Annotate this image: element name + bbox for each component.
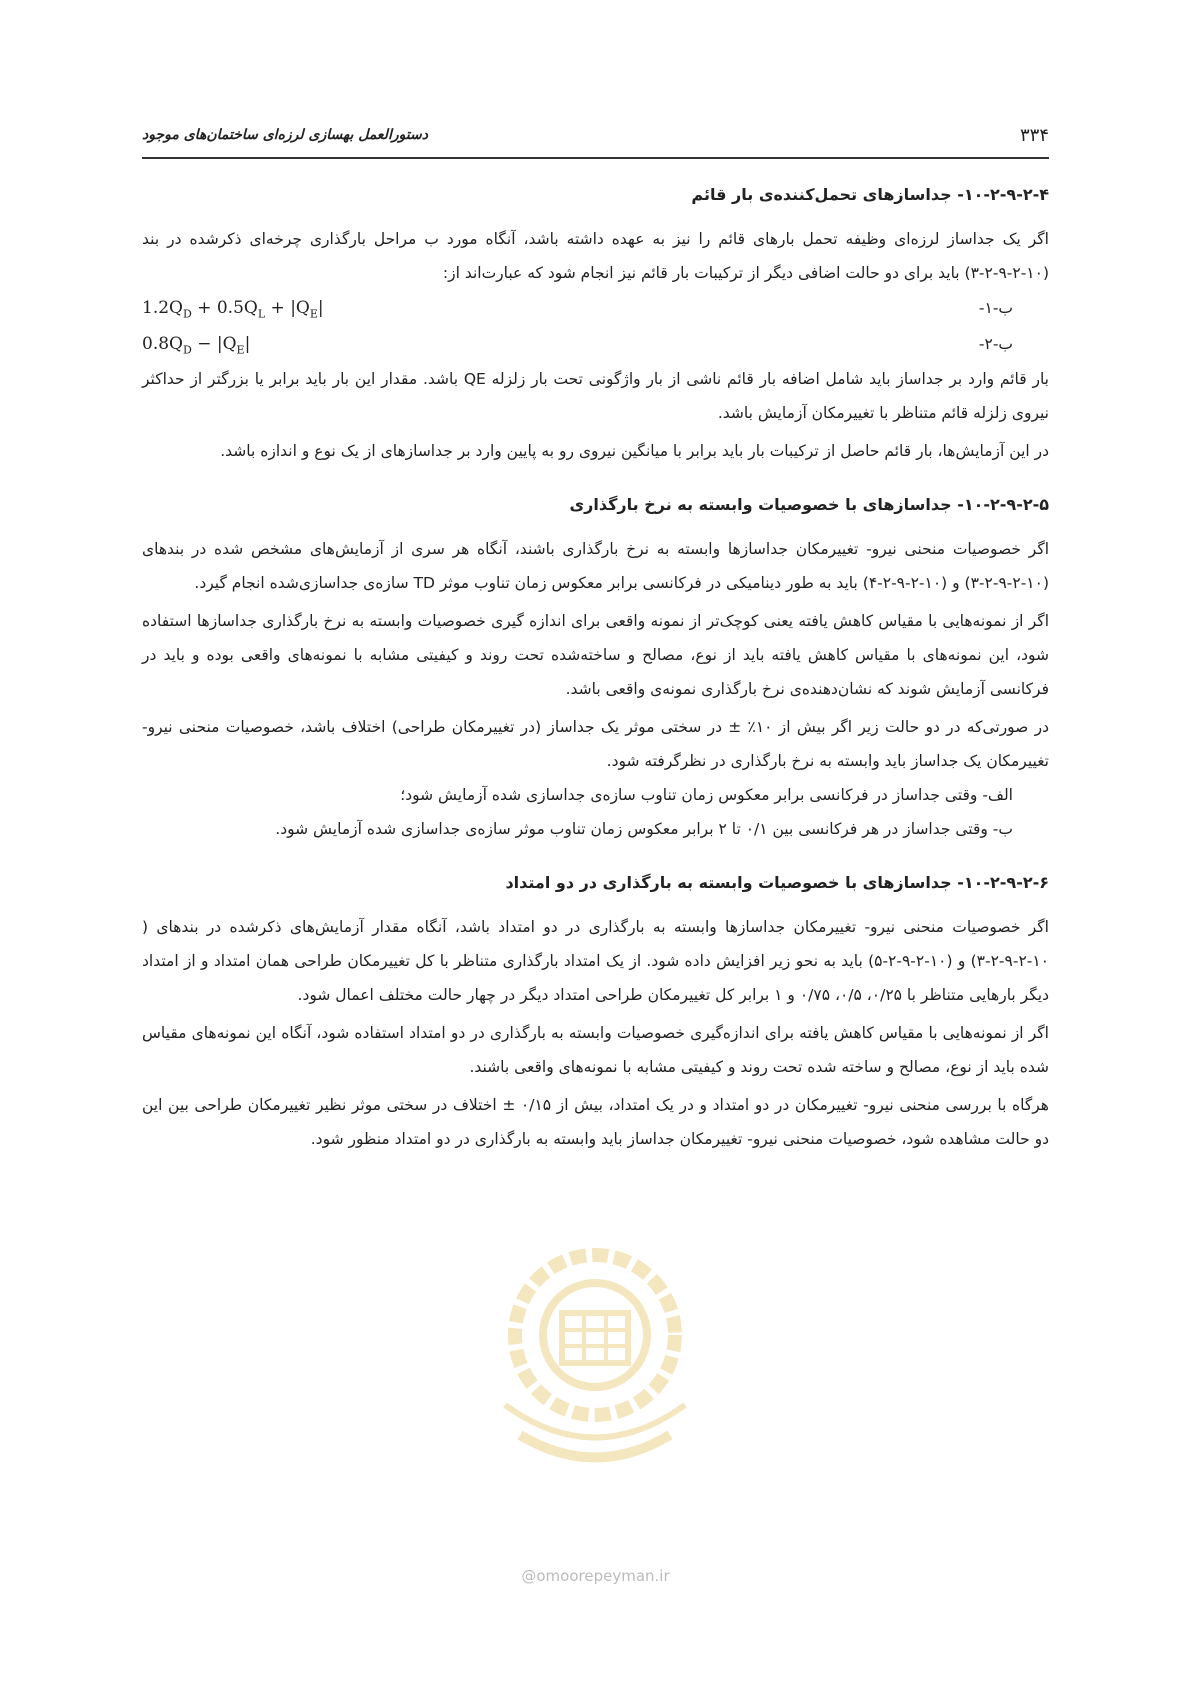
equation-formula: $1.2Q_D + 0.5Q_L + |Q_E|$ xyxy=(142,298,324,321)
equation-formula: $0.8Q_D - |Q_E|$ xyxy=(142,334,251,357)
equation-label: ب-۱- xyxy=(978,299,1013,317)
list-item: الف- وقتی جداساز در فرکانسی برابر معکوس زمان تناوب سازه‌ی جداسازی شده آزمایش شود؛ xyxy=(400,786,1013,804)
equation-label: ب-۲- xyxy=(978,335,1013,353)
paragraph: اگر خصوصیات منحنی نیرو- تغییرمکان جداسازها وابسته به نرخ بارگذاری باشند، آنگاه هر سری از آزمایش‌های مشخص شده در بندهای (۱۰-۲-۹-۲-۳) و (۱۰-۲-۹-۲-۴) باید به طور دینامیکی در فرکانسی برابر معکوس زمان تناوب موثر TD سازه‌ی جداسازی‌شده انجام گیرد. xyxy=(142,540,1049,592)
running-header xyxy=(142,125,1049,161)
equation-row xyxy=(142,326,1049,362)
paragraph: اگر خصوصیات منحنی نیرو- تغییرمکان جداسازها وابسته به بارگذاری در دو امتداد باشد، آنگاه مقدار آزمایش‌های ذکرشده در بندهای ( ۱۰-۲-۹-۲-۳) و (۱۰-۲-۹-۲-۵) باید به نحو زیر افزایش داده شود. از یک امتداد بارگذاری متناظر با کل تغییرمکان طراحی همان امتداد و از امتداد دیگر بارهایی متناظر با ۰/۲۵، ۰/۵، ۰/۷۵ و ۱ برابر کل تغییرمکان طراحی امتداد دیگر در چهار حالت مختلف اعمال شود. xyxy=(142,918,1050,1004)
book-title: دستورالعمل بهسازی لرزه‌ای ساختمان‌های موجود xyxy=(142,127,429,143)
section-heading: ۱۰-۲-۹-۲-۵- جداسازهای با خصوصیات وابسته به نرخ بارگذاری xyxy=(569,495,1049,514)
section-heading: ۱۰-۲-۹-۲-۴- جداسازهای تحمل‌کننده‌ی بار قائم xyxy=(691,185,1049,204)
section-heading: ۱۰-۲-۹-۲-۶- جداسازهای با خصوصیات وابسته به بارگذاری در دو امتداد xyxy=(505,873,1049,892)
list-item: ب- وقتی جداساز در هر فرکانسی بین ۰/۱ تا ۲ برابر معکوس زمان تناوب موثر سازه‌ی جداسازی شده آزمایش شود. xyxy=(275,820,1013,838)
paragraph: بار قائم وارد بر جداساز باید شامل اضافه بار قائم ناشی از بار واژگونی تحت بار زلزله QE باشد. مقدار این بار باید برابر یا بزرگتر از حداکثر نیروی زلزله قائم متناظر با تغییرمکان آزمایش باشد. xyxy=(142,370,1049,422)
paragraph: اگر از نمونه‌هایی با مقیاس کاهش یافته برای اندازه‌گیری خصوصیات وابسته به بارگذاری در دو امتداد استفاده شود، آنگاه این نمونه‌های مقیاس شده باید از نوع، مصالح و ساخته شده تحت روند و کیفیتی مشابه با نمونه‌های واقعی باشند. xyxy=(142,1024,1049,1076)
paragraph: اگر از نمونه‌هایی با مقیاس کاهش یافته یعنی کوچک‌تر از نمونه واقعی برای اندازه گیری خصوصیات وابسته به نرخ بارگذاری جداسازها استفاده شود، این نمونه‌های با مقیاس کاهش یافته باید از نوع، مصالح و ساخته‌شده تحت روند و کیفیتی مشابه با نمونه‌های واقعی بوده و باید در فرکانسی آزمایش شوند که نشان‌دهنده‌ی نرخ بارگذاری نمونه‌ی واقعی باشد. xyxy=(142,612,1049,698)
content-body xyxy=(142,180,1049,1156)
watermark-seal xyxy=(450,1245,740,1495)
equation-row xyxy=(142,290,1049,326)
page-number: ۳۳۴ xyxy=(1019,125,1049,146)
header-rule xyxy=(142,157,1049,159)
paragraph: اگر یک جداساز لرزه‌ای وظیفه تحمل بارهای قائم را نیز به عهده داشته باشد، آنگاه مورد ب مراحل بارگذاری چرخه‌ای ذکرشده در بند (۱۰-۲-۹-۲-۳) باید برای دو حالت اضافی دیگر از ترکیبات بار قائم نیز انجام شود که عبارت‌اند از: xyxy=(142,230,1049,282)
paragraph: در این آزمایش‌ها، بار قائم حاصل از ترکیبات بار باید برابر با میانگین نیروی رو به پایین وارد بر جداسازهای از یک نوع و اندازه باشد. xyxy=(220,442,1049,460)
footer-watermark: @omoorepeyman.ir xyxy=(521,1567,670,1585)
paragraph: هرگاه با بررسی منحنی نیرو- تغییرمکان در دو امتداد و در یک امتداد، بیش از ۰/۱۵ ± اختلاف در سختی موثر نظیر تغییرمکان طراحی بین این دو حالت مشاهده شود، خصوصیات منحنی نیرو- تغییرمکان جداساز باید وابسته به بارگذاری در دو امتداد منظور شود. xyxy=(142,1096,1049,1148)
paragraph: در صورتی‌که در دو حالت زیر اگر بیش از ۱۰٪ ± در سختی موثر یک جداساز (در تغییرمکان طراحی) اختلاف باشد، خصوصیات منحنی نیرو- تغییرمکان یک جداساز باید وابسته به نرخ بارگذاری در نظرگرفته شود. xyxy=(142,718,1049,770)
